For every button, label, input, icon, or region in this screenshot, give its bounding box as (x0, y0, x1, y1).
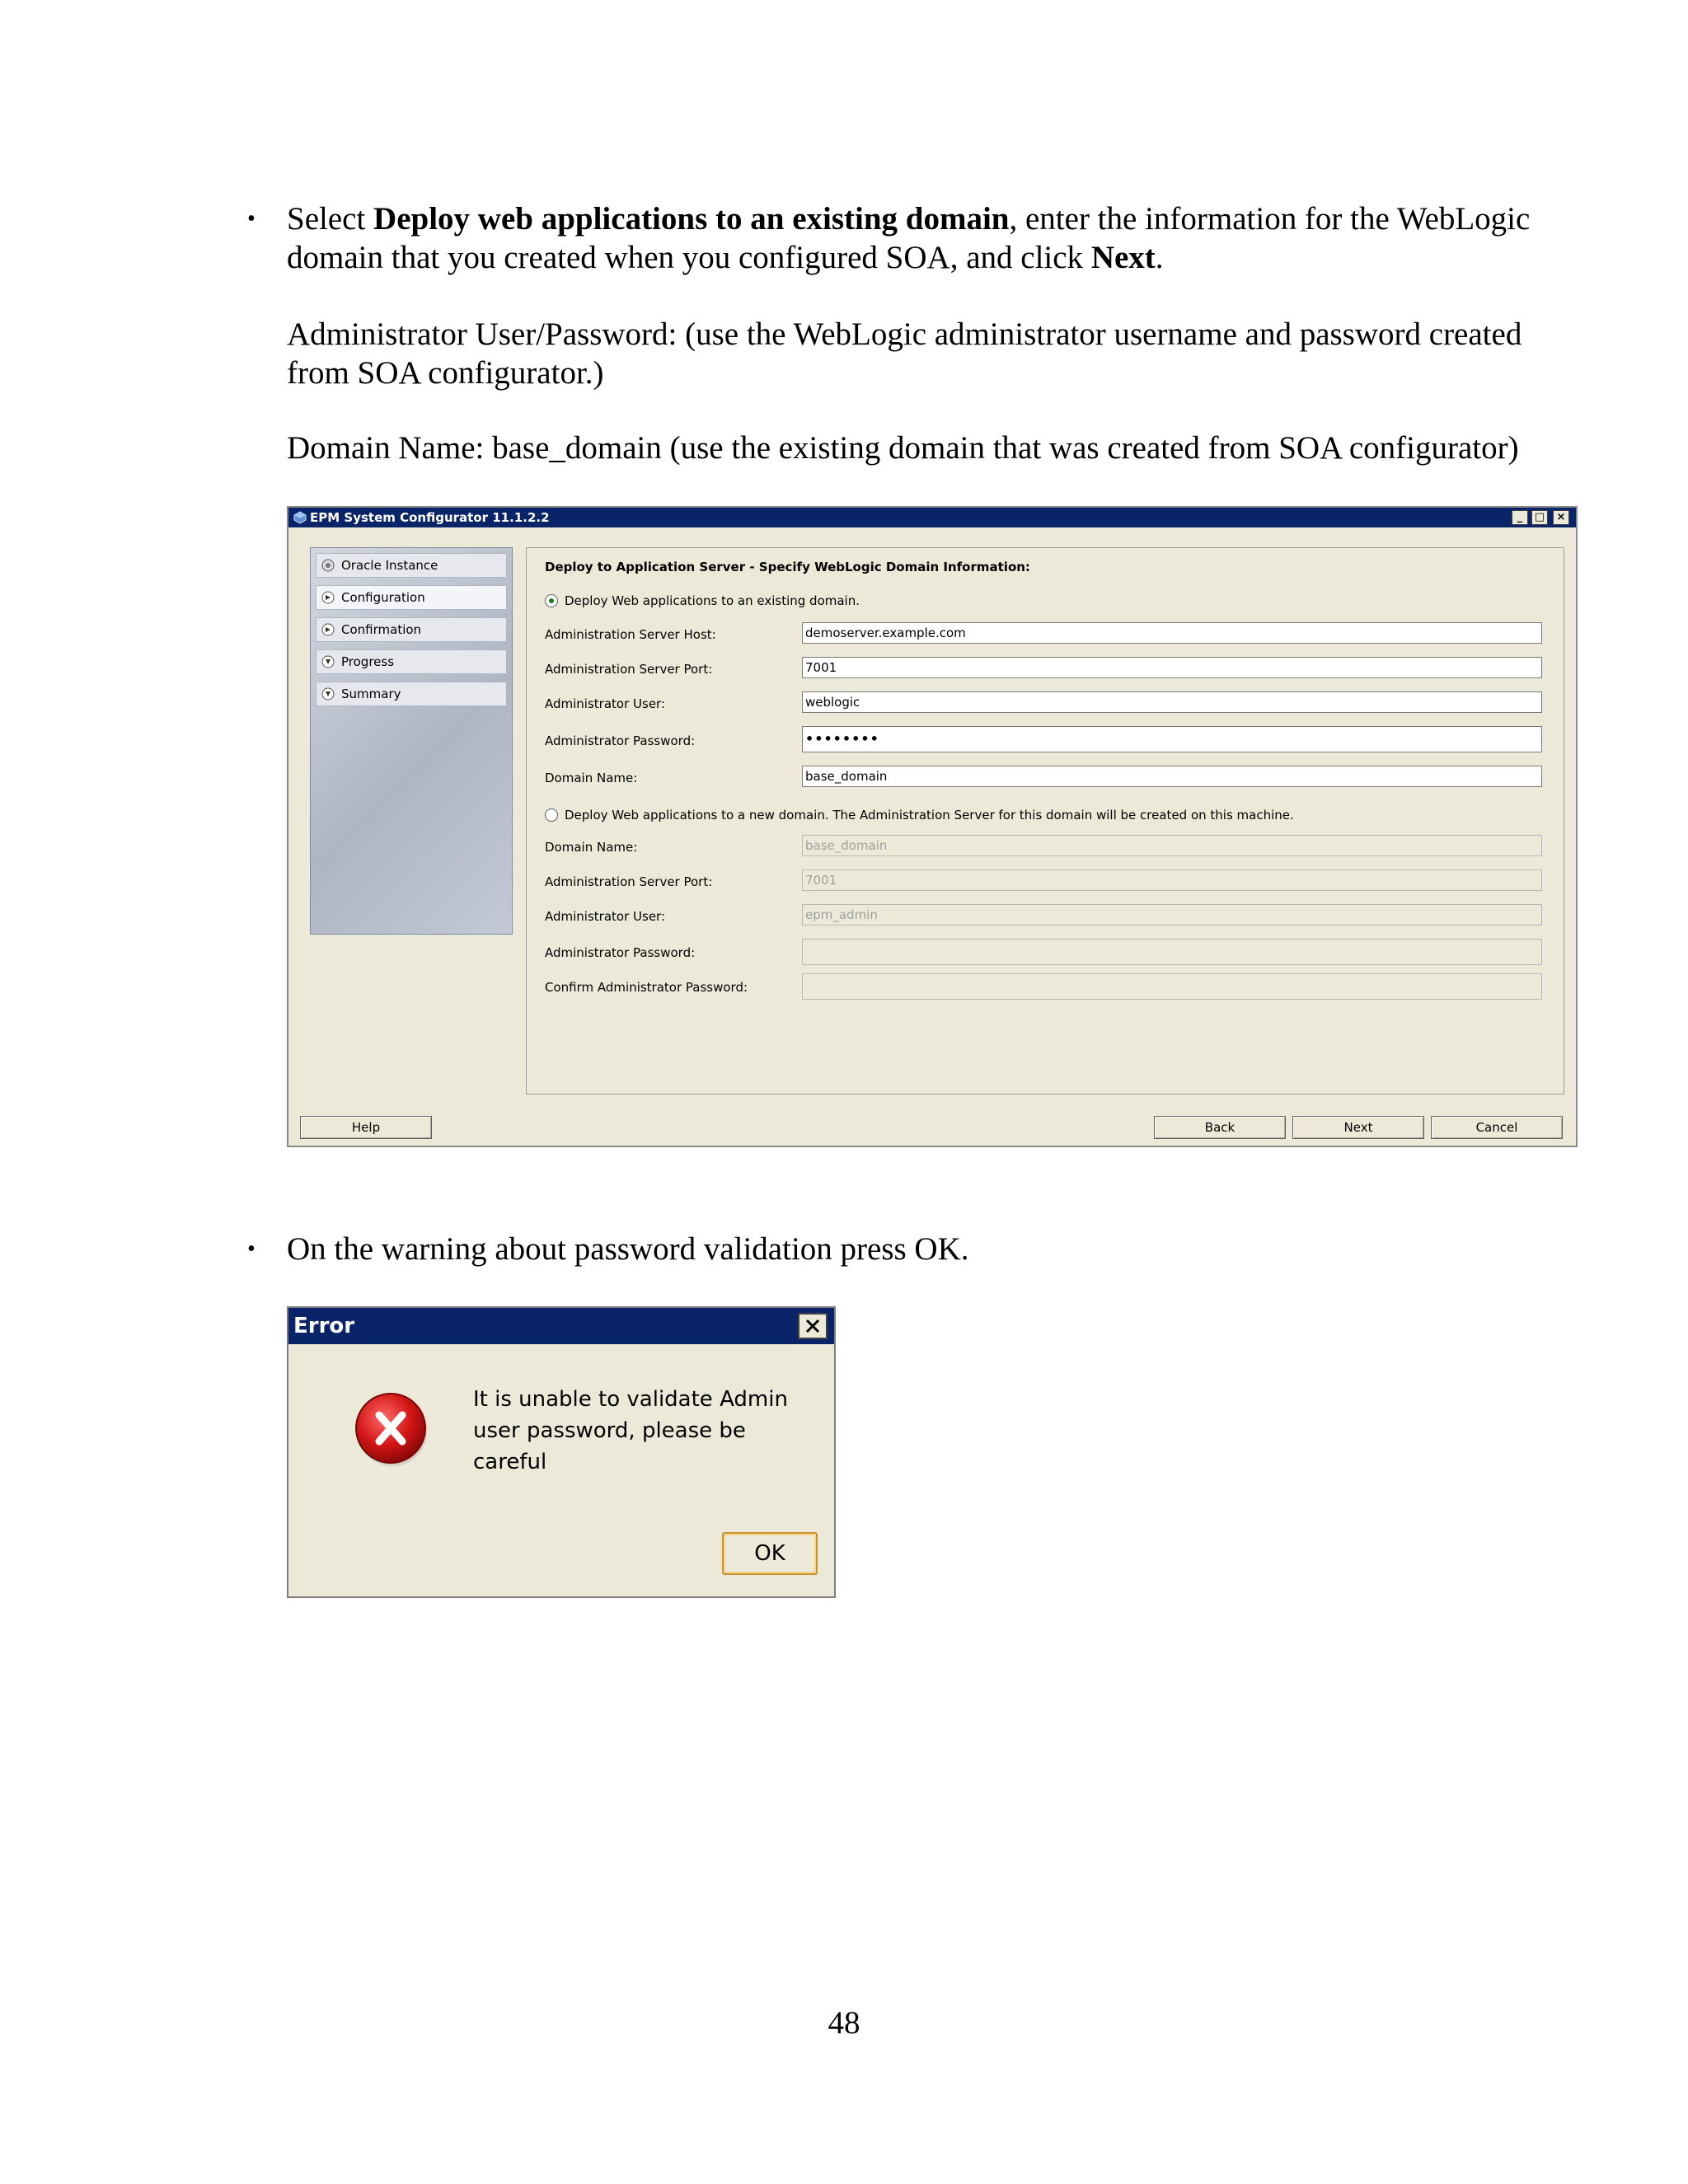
sidebar-item-label: Summary (341, 687, 401, 701)
bullet: • (247, 1236, 256, 1262)
sidebar-item-label: Configuration (341, 590, 425, 605)
admin-user-input[interactable]: weblogic (802, 691, 1542, 713)
confirm-password-label: Confirm Administrator Password: (545, 980, 748, 995)
error-icon (353, 1390, 432, 1469)
instruction-bold-option: Deploy web applications to an existing domain (373, 201, 1010, 237)
bullet: • (247, 206, 256, 232)
instruction-text: . (1155, 240, 1164, 275)
error-dialog (287, 1306, 836, 1598)
domain-name-input[interactable]: base_domain (802, 766, 1542, 787)
instruction-paragraph (287, 199, 1530, 277)
sidebar-item-progress[interactable] (316, 649, 507, 674)
admin-password-label: Administrator Password: (545, 733, 696, 748)
ok-button[interactable]: OK (722, 1532, 818, 1575)
admin-host-input[interactable]: demoserver.example.com (802, 622, 1542, 644)
new-domain-name-label: Domain Name: (545, 840, 638, 855)
close-icon (799, 1315, 826, 1338)
close-button[interactable]: × (1553, 510, 1569, 525)
admin-host-label: Administration Server Host: (545, 627, 716, 642)
admin-note-paragraph (287, 315, 1522, 392)
instruction-text: Select (287, 201, 374, 237)
admin-password-input[interactable]: •••••••• (802, 726, 1542, 752)
sidebar-item-confirmation[interactable] (316, 617, 507, 642)
admin-note-line2: from SOA configurator.) (287, 355, 604, 391)
warning-instruction: On the warning about password validation press OK. (287, 1231, 969, 1267)
admin-note-line1: Administrator User/Password: (use the WebLogic administrator username and password created (287, 316, 1522, 352)
help-button[interactable]: Help (300, 1116, 432, 1139)
new-admin-password-label: Administrator Password: (545, 945, 696, 960)
domain-note-paragraph: Domain Name: base_domain (use the existing domain that was created from SOA configurator) (287, 430, 1519, 466)
page-number: 48 (828, 2005, 860, 2041)
new-admin-user-label: Administrator User: (545, 909, 666, 924)
existing-domain-label: Deploy Web applications to an existing domain. (565, 593, 860, 608)
admin-user-label: Administrator User: (545, 696, 666, 711)
dialog-message-line3: careful (473, 1450, 547, 1474)
new-domain-radio[interactable] (545, 808, 558, 822)
new-admin-password-input[interactable] (802, 939, 1542, 965)
sidebar-item-label: Confirmation (341, 622, 422, 637)
dialog-message (473, 1384, 788, 1478)
window-titlebar (288, 508, 1576, 527)
sidebar-item-oracle-instance[interactable] (316, 553, 507, 578)
dialog-close-button[interactable] (798, 1313, 828, 1339)
arrow-right-icon (321, 591, 335, 604)
panel-title: Deploy to Application Server - Specify WebLogic Domain Information: (545, 560, 1030, 574)
sidebar-item-summary[interactable] (316, 682, 507, 706)
configurator-window (287, 506, 1578, 1147)
sidebar-item-label: Oracle Instance (341, 558, 438, 573)
arrow-down-icon (321, 655, 335, 668)
next-button[interactable]: Next (1292, 1116, 1424, 1139)
minimize-button[interactable]: _ (1512, 510, 1528, 525)
instruction-bold-next: Next (1090, 240, 1156, 275)
maximize-button[interactable]: □ (1531, 510, 1548, 525)
weblogic-domain-panel (526, 547, 1564, 1094)
existing-domain-radio[interactable] (545, 594, 558, 607)
sidebar-item-label: Progress (341, 654, 395, 669)
window-title: EPM System Configurator 11.1.2.2 (310, 510, 550, 525)
new-admin-port-label: Administration Server Port: (545, 874, 713, 889)
app-icon (293, 511, 307, 524)
new-admin-port-input[interactable]: 7001 (802, 869, 1542, 891)
admin-port-label: Administration Server Port: (545, 662, 713, 677)
arrow-right-icon (321, 623, 335, 636)
arrow-down-icon (321, 687, 335, 701)
new-domain-label: Deploy Web applications to a new domain. The Administration Server for this domain will be created on this machine. (565, 808, 1294, 823)
dialog-title: Error (288, 1308, 834, 1344)
new-admin-user-input[interactable]: epm_admin (802, 904, 1542, 926)
new-domain-name-input[interactable]: base_domain (802, 835, 1542, 856)
admin-port-input[interactable]: 7001 (802, 657, 1542, 678)
dialog-message-line2: user password, please be (473, 1418, 746, 1443)
domain-name-label: Domain Name: (545, 771, 638, 785)
step-done-icon (321, 559, 335, 572)
back-button[interactable]: Back (1154, 1116, 1286, 1139)
dialog-message-line1: It is unable to validate Admin (473, 1387, 788, 1412)
instruction-text: , enter the information for the WebLogic (1009, 201, 1531, 237)
cancel-button[interactable]: Cancel (1431, 1116, 1563, 1139)
confirm-password-input[interactable] (802, 973, 1542, 1000)
instruction-text: domain that you created when you configured SOA, and click (287, 240, 1091, 275)
sidebar-item-configuration[interactable] (316, 585, 507, 610)
sidebar-nav (310, 547, 513, 935)
